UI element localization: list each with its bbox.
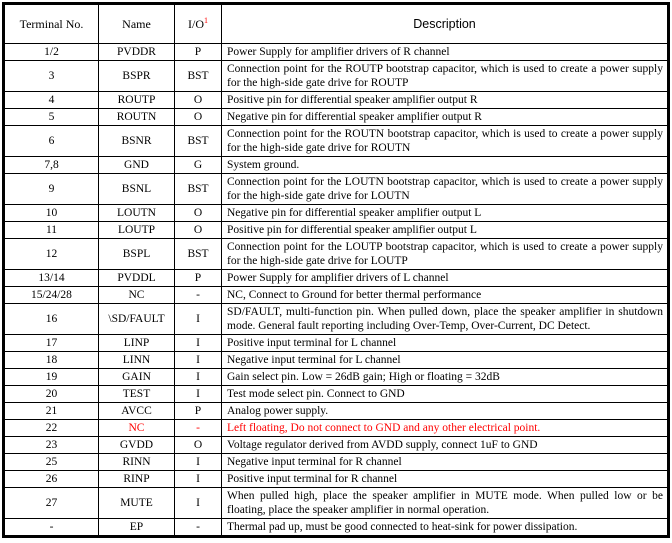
io-cell: I bbox=[175, 488, 222, 519]
table-row bbox=[4, 174, 669, 205]
name-cell: AVCC bbox=[99, 403, 175, 420]
header-io bbox=[175, 4, 222, 44]
table-row bbox=[4, 44, 669, 61]
io-cell: BST bbox=[175, 126, 222, 157]
io-cell: BST bbox=[175, 239, 222, 270]
description-cell: Connection point for the ROUTP bootstrap capacitor, which is used to create a power supply for the high-side gate drive for ROUTP bbox=[222, 61, 669, 92]
terminal-no-cell: 22 bbox=[4, 420, 99, 437]
description-cell: Gain select pin. Low = 26dB gain; High or floating = 32dB bbox=[222, 369, 669, 386]
io-cell: P bbox=[175, 403, 222, 420]
name-cell: \SD/FAULT bbox=[99, 304, 175, 335]
description-cell: Voltage regulator derived from AVDD supply, connect 1uF to GND bbox=[222, 437, 669, 454]
header-name: Name bbox=[99, 4, 175, 44]
terminal-no-cell: 10 bbox=[4, 205, 99, 222]
table-row bbox=[4, 304, 669, 335]
table-row bbox=[4, 471, 669, 488]
name-cell: GVDD bbox=[99, 437, 175, 454]
name-cell: PVDDL bbox=[99, 270, 175, 287]
description-cell: Positive pin for differential speaker amplifier output R bbox=[222, 92, 669, 109]
io-cell: I bbox=[175, 471, 222, 488]
description-cell: Positive input terminal for L channel bbox=[222, 335, 669, 352]
io-cell: I bbox=[175, 352, 222, 369]
io-cell: I bbox=[175, 335, 222, 352]
description-cell: When pulled high, place the speaker amplifier in MUTE mode. When pulled low or be floating, place the speaker amplifier in normal operation. bbox=[222, 488, 669, 519]
io-cell: P bbox=[175, 44, 222, 61]
io-cell: O bbox=[175, 92, 222, 109]
terminal-no-cell: 18 bbox=[4, 352, 99, 369]
terminal-no-cell: 23 bbox=[4, 437, 99, 454]
terminal-no-cell: 11 bbox=[4, 222, 99, 239]
header-io-label: I/O bbox=[188, 17, 204, 31]
description-cell: Positive input terminal for R channel bbox=[222, 471, 669, 488]
table-row bbox=[4, 205, 669, 222]
io-cell: I bbox=[175, 454, 222, 471]
name-cell: ROUTP bbox=[99, 92, 175, 109]
terminal-no-cell: 1/2 bbox=[4, 44, 99, 61]
table-row bbox=[4, 519, 669, 537]
header-terminal-no: Terminal No. bbox=[4, 4, 99, 44]
name-cell: EP bbox=[99, 519, 175, 537]
terminal-no-cell: 25 bbox=[4, 454, 99, 471]
name-cell: NC bbox=[99, 287, 175, 304]
table-row bbox=[4, 92, 669, 109]
io-cell: O bbox=[175, 205, 222, 222]
description-cell: Positive pin for differential speaker amplifier output L bbox=[222, 222, 669, 239]
description-cell: Power Supply for amplifier drivers of L channel bbox=[222, 270, 669, 287]
header-description: Description bbox=[222, 4, 669, 44]
table-body bbox=[4, 44, 669, 537]
terminal-no-cell: 4 bbox=[4, 92, 99, 109]
name-cell: RINN bbox=[99, 454, 175, 471]
name-cell: LOUTN bbox=[99, 205, 175, 222]
table-row bbox=[4, 352, 669, 369]
name-cell: LINP bbox=[99, 335, 175, 352]
terminal-no-cell: 21 bbox=[4, 403, 99, 420]
io-cell: G bbox=[175, 157, 222, 174]
description-cell: NC, Connect to Ground for better thermal performance bbox=[222, 287, 669, 304]
description-cell: Thermal pad up, must be good connected to heat-sink for power dissipation. bbox=[222, 519, 669, 537]
io-footnote-superscript: 1 bbox=[204, 16, 208, 25]
terminal-no-cell: 16 bbox=[4, 304, 99, 335]
table-row bbox=[4, 437, 669, 454]
io-cell: I bbox=[175, 304, 222, 335]
terminal-no-cell: 7,8 bbox=[4, 157, 99, 174]
io-cell: BST bbox=[175, 174, 222, 205]
table-row bbox=[4, 369, 669, 386]
io-cell: O bbox=[175, 109, 222, 126]
terminal-no-cell: - bbox=[4, 519, 99, 537]
terminal-no-cell: 26 bbox=[4, 471, 99, 488]
table-row bbox=[4, 488, 669, 519]
table-row bbox=[4, 270, 669, 287]
name-cell: BSPR bbox=[99, 61, 175, 92]
description-cell: Negative pin for differential speaker amplifier output L bbox=[222, 205, 669, 222]
description-cell: Connection point for the LOUTP bootstrap capacitor, which is used to create a power supply for the high-side gate drive for LOUTP bbox=[222, 239, 669, 270]
description-cell: Power Supply for amplifier drivers of R channel bbox=[222, 44, 669, 61]
terminal-no-cell: 9 bbox=[4, 174, 99, 205]
table-row bbox=[4, 61, 669, 92]
table-row bbox=[4, 126, 669, 157]
description-cell: Analog power supply. bbox=[222, 403, 669, 420]
name-cell: BSPL bbox=[99, 239, 175, 270]
io-cell: - bbox=[175, 519, 222, 537]
description-cell: Negative input terminal for R channel bbox=[222, 454, 669, 471]
description-cell: Negative pin for differential speaker amplifier output R bbox=[222, 109, 669, 126]
terminal-no-cell: 19 bbox=[4, 369, 99, 386]
terminal-no-cell: 5 bbox=[4, 109, 99, 126]
terminal-no-cell: 12 bbox=[4, 239, 99, 270]
terminal-no-cell: 27 bbox=[4, 488, 99, 519]
description-cell: SD/FAULT, multi-function pin. When pulled down, place the speaker amplifier in shutdown mode. General fault reporting including Over-Temp, Over-Current, DC Detect. bbox=[222, 304, 669, 335]
name-cell: GAIN bbox=[99, 369, 175, 386]
table-header bbox=[4, 4, 669, 44]
table-row bbox=[4, 222, 669, 239]
terminal-no-cell: 3 bbox=[4, 61, 99, 92]
table-row bbox=[4, 335, 669, 352]
terminal-functions-table bbox=[2, 2, 670, 538]
name-cell: LOUTP bbox=[99, 222, 175, 239]
table-row bbox=[4, 109, 669, 126]
name-cell: PVDDR bbox=[99, 44, 175, 61]
description-cell: Left floating, Do not connect to GND and any other electrical point. bbox=[222, 420, 669, 437]
table-row bbox=[4, 287, 669, 304]
io-cell: I bbox=[175, 369, 222, 386]
name-cell: TEST bbox=[99, 386, 175, 403]
name-cell: RINP bbox=[99, 471, 175, 488]
io-cell: - bbox=[175, 287, 222, 304]
io-cell: I bbox=[175, 386, 222, 403]
header-row bbox=[4, 4, 669, 44]
terminal-no-cell: 6 bbox=[4, 126, 99, 157]
terminal-no-cell: 17 bbox=[4, 335, 99, 352]
name-cell: MUTE bbox=[99, 488, 175, 519]
table-row bbox=[4, 386, 669, 403]
table-row bbox=[4, 403, 669, 420]
name-cell: LINN bbox=[99, 352, 175, 369]
table-row bbox=[4, 157, 669, 174]
terminal-no-cell: 13/14 bbox=[4, 270, 99, 287]
table-row bbox=[4, 420, 669, 437]
io-cell: P bbox=[175, 270, 222, 287]
table-row bbox=[4, 239, 669, 270]
io-cell: O bbox=[175, 437, 222, 454]
description-cell: Test mode select pin. Connect to GND bbox=[222, 386, 669, 403]
description-cell: Connection point for the LOUTN bootstrap capacitor, which is used to create a power supply for the high-side gate drive for LOUTN bbox=[222, 174, 669, 205]
terminal-no-cell: 20 bbox=[4, 386, 99, 403]
table-row bbox=[4, 454, 669, 471]
description-cell: System ground. bbox=[222, 157, 669, 174]
description-cell: Negative input terminal for L channel bbox=[222, 352, 669, 369]
name-cell: ROUTN bbox=[99, 109, 175, 126]
description-cell: Connection point for the ROUTN bootstrap capacitor, which is used to create a power supply for the high-side gate drive for ROUTN bbox=[222, 126, 669, 157]
terminal-no-cell: 15/24/28 bbox=[4, 287, 99, 304]
io-cell: O bbox=[175, 222, 222, 239]
io-cell: - bbox=[175, 420, 222, 437]
name-cell: GND bbox=[99, 157, 175, 174]
io-cell: BST bbox=[175, 61, 222, 92]
name-cell: BSNL bbox=[99, 174, 175, 205]
name-cell: BSNR bbox=[99, 126, 175, 157]
name-cell: NC bbox=[99, 420, 175, 437]
